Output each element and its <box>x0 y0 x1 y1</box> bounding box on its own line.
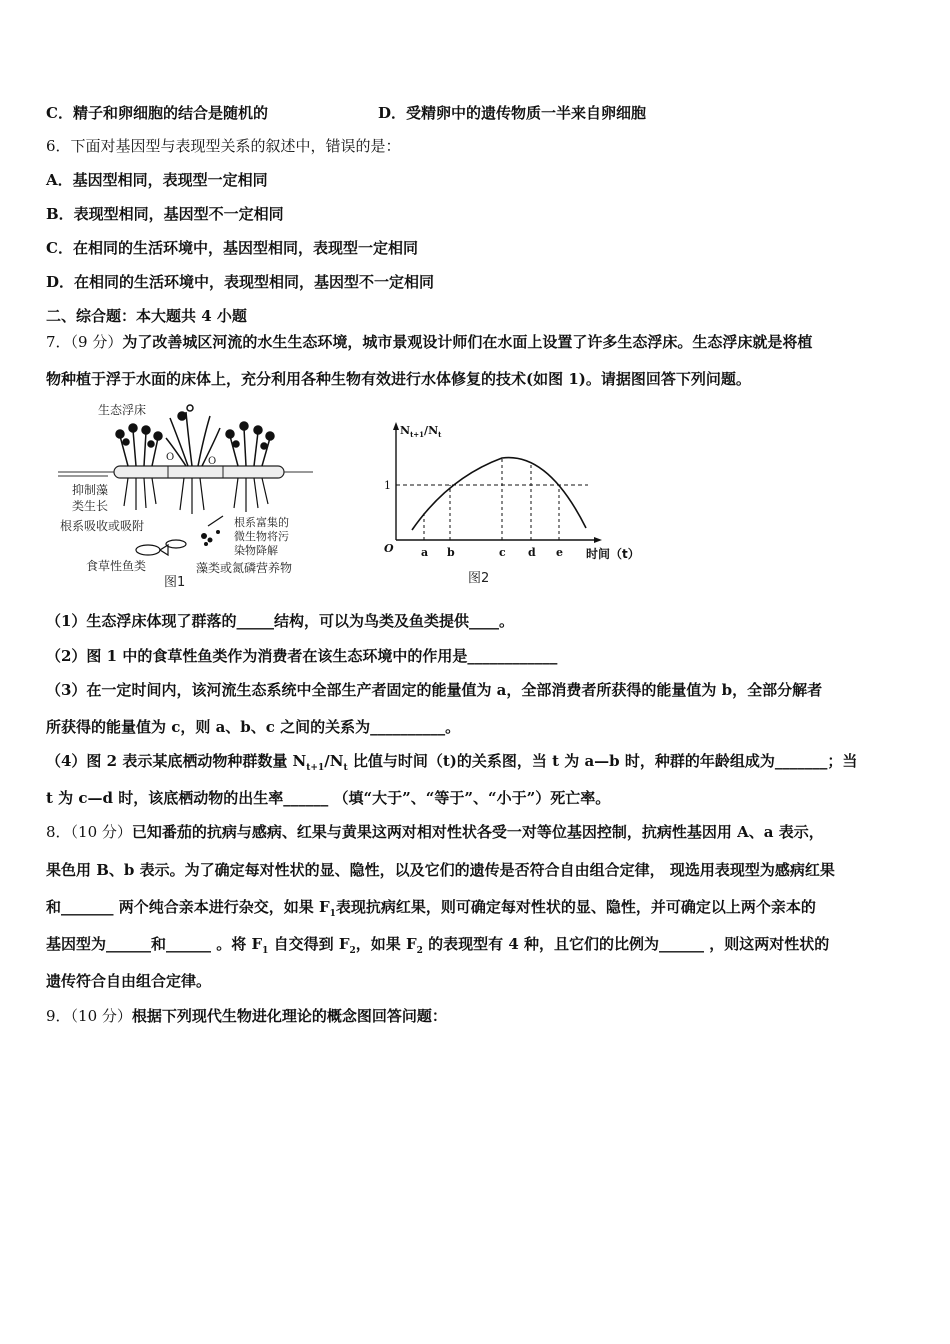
q7-sub4-line2: t 为 c—d 时，该底栖动物的出生率______ （填“大于”、“等于”、“小于”）死亡率。 <box>46 789 611 807</box>
q7-stem-line2: 物种植于浮于水面的床体上，充分利用各种生物有效进行水体修复的技术(如图 1)。请据图回答下列问题。 <box>46 370 751 388</box>
fig2-y-tick-1: 1 <box>384 479 391 492</box>
algae-icon <box>201 530 220 546</box>
fig1-label-algae-growth: 类生长 <box>72 499 109 513</box>
q7-sub2: （2）图 1 中的食草性鱼类作为消费者在该生态环境中的作用是____________ <box>46 647 558 665</box>
q8-text-4c: ，如果 F <box>355 935 417 953</box>
q8-line4 <box>46 934 906 961</box>
q8-sub-4b: 2 <box>349 946 356 956</box>
q7-number: 7．（9 分） <box>46 333 123 351</box>
fig2-x-tick-d: d <box>528 546 536 559</box>
q8-line2: 果色用 B、b 表示。为了确定每对性状的显、隐性，以及它们的遗传是否符合自由组合定律， 现选用表现型为感病红果 <box>46 861 835 879</box>
figure-1-ecological-floating-bed <box>58 398 318 588</box>
q8-line3 <box>46 897 906 924</box>
fig2-curve <box>412 458 586 530</box>
q8-text-4b: 自交得到 F <box>268 935 350 953</box>
q7-sub3-line1: （3）在一定时间内，该河流生态系统中全部生产者固定的能量值为 a，全部消费者所获得的能量值为 b，全部分解者 <box>46 681 823 699</box>
roots-icon <box>124 478 268 514</box>
plant-right-icon <box>226 422 274 466</box>
q5-option-c: C．精子和卵细胞的结合是随机的 <box>46 104 268 122</box>
svg-text:O: O <box>208 456 217 467</box>
fig2-x-tick-e: e <box>556 546 563 559</box>
fig1-label-microbe2: 微生物将污 <box>234 530 289 543</box>
q7-sub4-sub1: t+1 <box>306 763 325 773</box>
fig1-label-microbe3: 染物降解 <box>234 544 278 557</box>
fig2-x-tick-c: c <box>499 546 506 559</box>
fig1-title: 生态浮床 <box>98 403 147 417</box>
q7-stem-line1 <box>46 332 906 352</box>
q8-text-3a: 和_______ 两个纯合亲本进行杂交，如果 F <box>46 898 330 916</box>
q9-stem <box>46 1006 906 1026</box>
q7-sub4-text-c: 比值与时间（t)的关系图，当 t 为 a—b 时，种群的年龄组成为_______；当 <box>347 752 858 770</box>
fig1-caption: 图1 <box>164 575 186 588</box>
fig1-label-fish: 食草性鱼类 <box>86 559 147 573</box>
fig2-x-tick-a: a <box>421 546 429 559</box>
q8-line5: 遗传符合自由组合定律。 <box>46 972 212 990</box>
fig2-y-label: $N_{t+1}/N_t$ <box>400 424 442 439</box>
q7-sub4-line1 <box>46 751 906 778</box>
q7-sub4-text-b: /N <box>324 752 344 770</box>
svg-text:O: O <box>166 452 175 463</box>
q8-sub-3: 1 <box>329 909 336 919</box>
q8-line1 <box>46 822 906 842</box>
fig2-caption: 图2 <box>468 571 490 586</box>
q8-text-1: 已知番茄的抗病与感病、红果与黄果这两对相对性状各受一对等位基因控制，抗病性基因用 A、a 表示， <box>131 823 824 841</box>
figure-2-ratio-curve <box>378 418 653 588</box>
fig2-x-label: 时间（t） <box>586 547 640 561</box>
plant-left-icon <box>116 424 162 466</box>
q8-sub-4c: 2 <box>416 946 423 956</box>
q7-sub1: （1）生态浮床体现了群落的_____结构，可以为鸟类及鱼类提供____。 <box>46 612 514 630</box>
q6-option-c: C．在相同的生活环境中，基因型相同，表现型一定相同 <box>46 239 418 257</box>
q8-text-3b: 表现抗病红果，则可确定每对性状的显、隐性，并可确定以上两个亲本的 <box>335 898 816 916</box>
q6-option-b: B．表现型相同，基因型不一定相同 <box>46 205 284 223</box>
q9-text: 根据下列现代生物进化理论的概念图回答问题： <box>131 1007 447 1025</box>
fig2-origin: O <box>384 542 394 555</box>
fig1-label-nutrients: 藻类或氮磷营养物 <box>196 561 293 575</box>
q8-sub-4a: 1 <box>262 946 269 956</box>
q7-sub3-line2: 所获得的能量值为 c，则 a、b、c 之间的关系为__________。 <box>46 718 461 736</box>
section-title: 二、综合题：本大题共 4 小题 <box>46 307 247 325</box>
q9-number: 9．（10 分） <box>46 1007 132 1025</box>
q8-number: 8．（10 分） <box>46 823 132 841</box>
q6-option-a: A．基因型相同，表现型一定相同 <box>46 171 268 189</box>
fig2-x-tick-b: b <box>447 546 455 559</box>
q5-option-d: D．受精卵中的遗传物质一半来自卵细胞 <box>378 104 647 122</box>
q6-option-d: D．在相同的生活环境中，表现型相同，基因型不一定相同 <box>46 273 435 291</box>
q8-text-4a: 基因型为______和______ 。将 F <box>46 935 263 953</box>
fish-icon <box>136 540 186 555</box>
q6-stem: 6．下面对基因型与表现型关系的叙述中，错误的是： <box>46 137 401 155</box>
fig1-label-inhibit: 抑制藻 <box>72 483 109 497</box>
q7-stem-text: 为了改善城区河流的水生生态环境，城市景观设计师们在水面上设置了许多生态浮床。生态浮床就是将植 <box>122 333 813 351</box>
q8-text-4d: 的表现型有 4 种，且它们的比例为______ ，则这两对性状的 <box>422 935 830 953</box>
fig1-label-microbe1: 根系富集的 <box>234 516 289 529</box>
q7-sub4-text-a: （4）图 2 表示某底栖动物种群数量 N <box>46 752 307 770</box>
fig1-label-absorb: 根系吸收或吸附 <box>60 519 145 533</box>
q7-sub4-sub2: t <box>343 763 348 773</box>
